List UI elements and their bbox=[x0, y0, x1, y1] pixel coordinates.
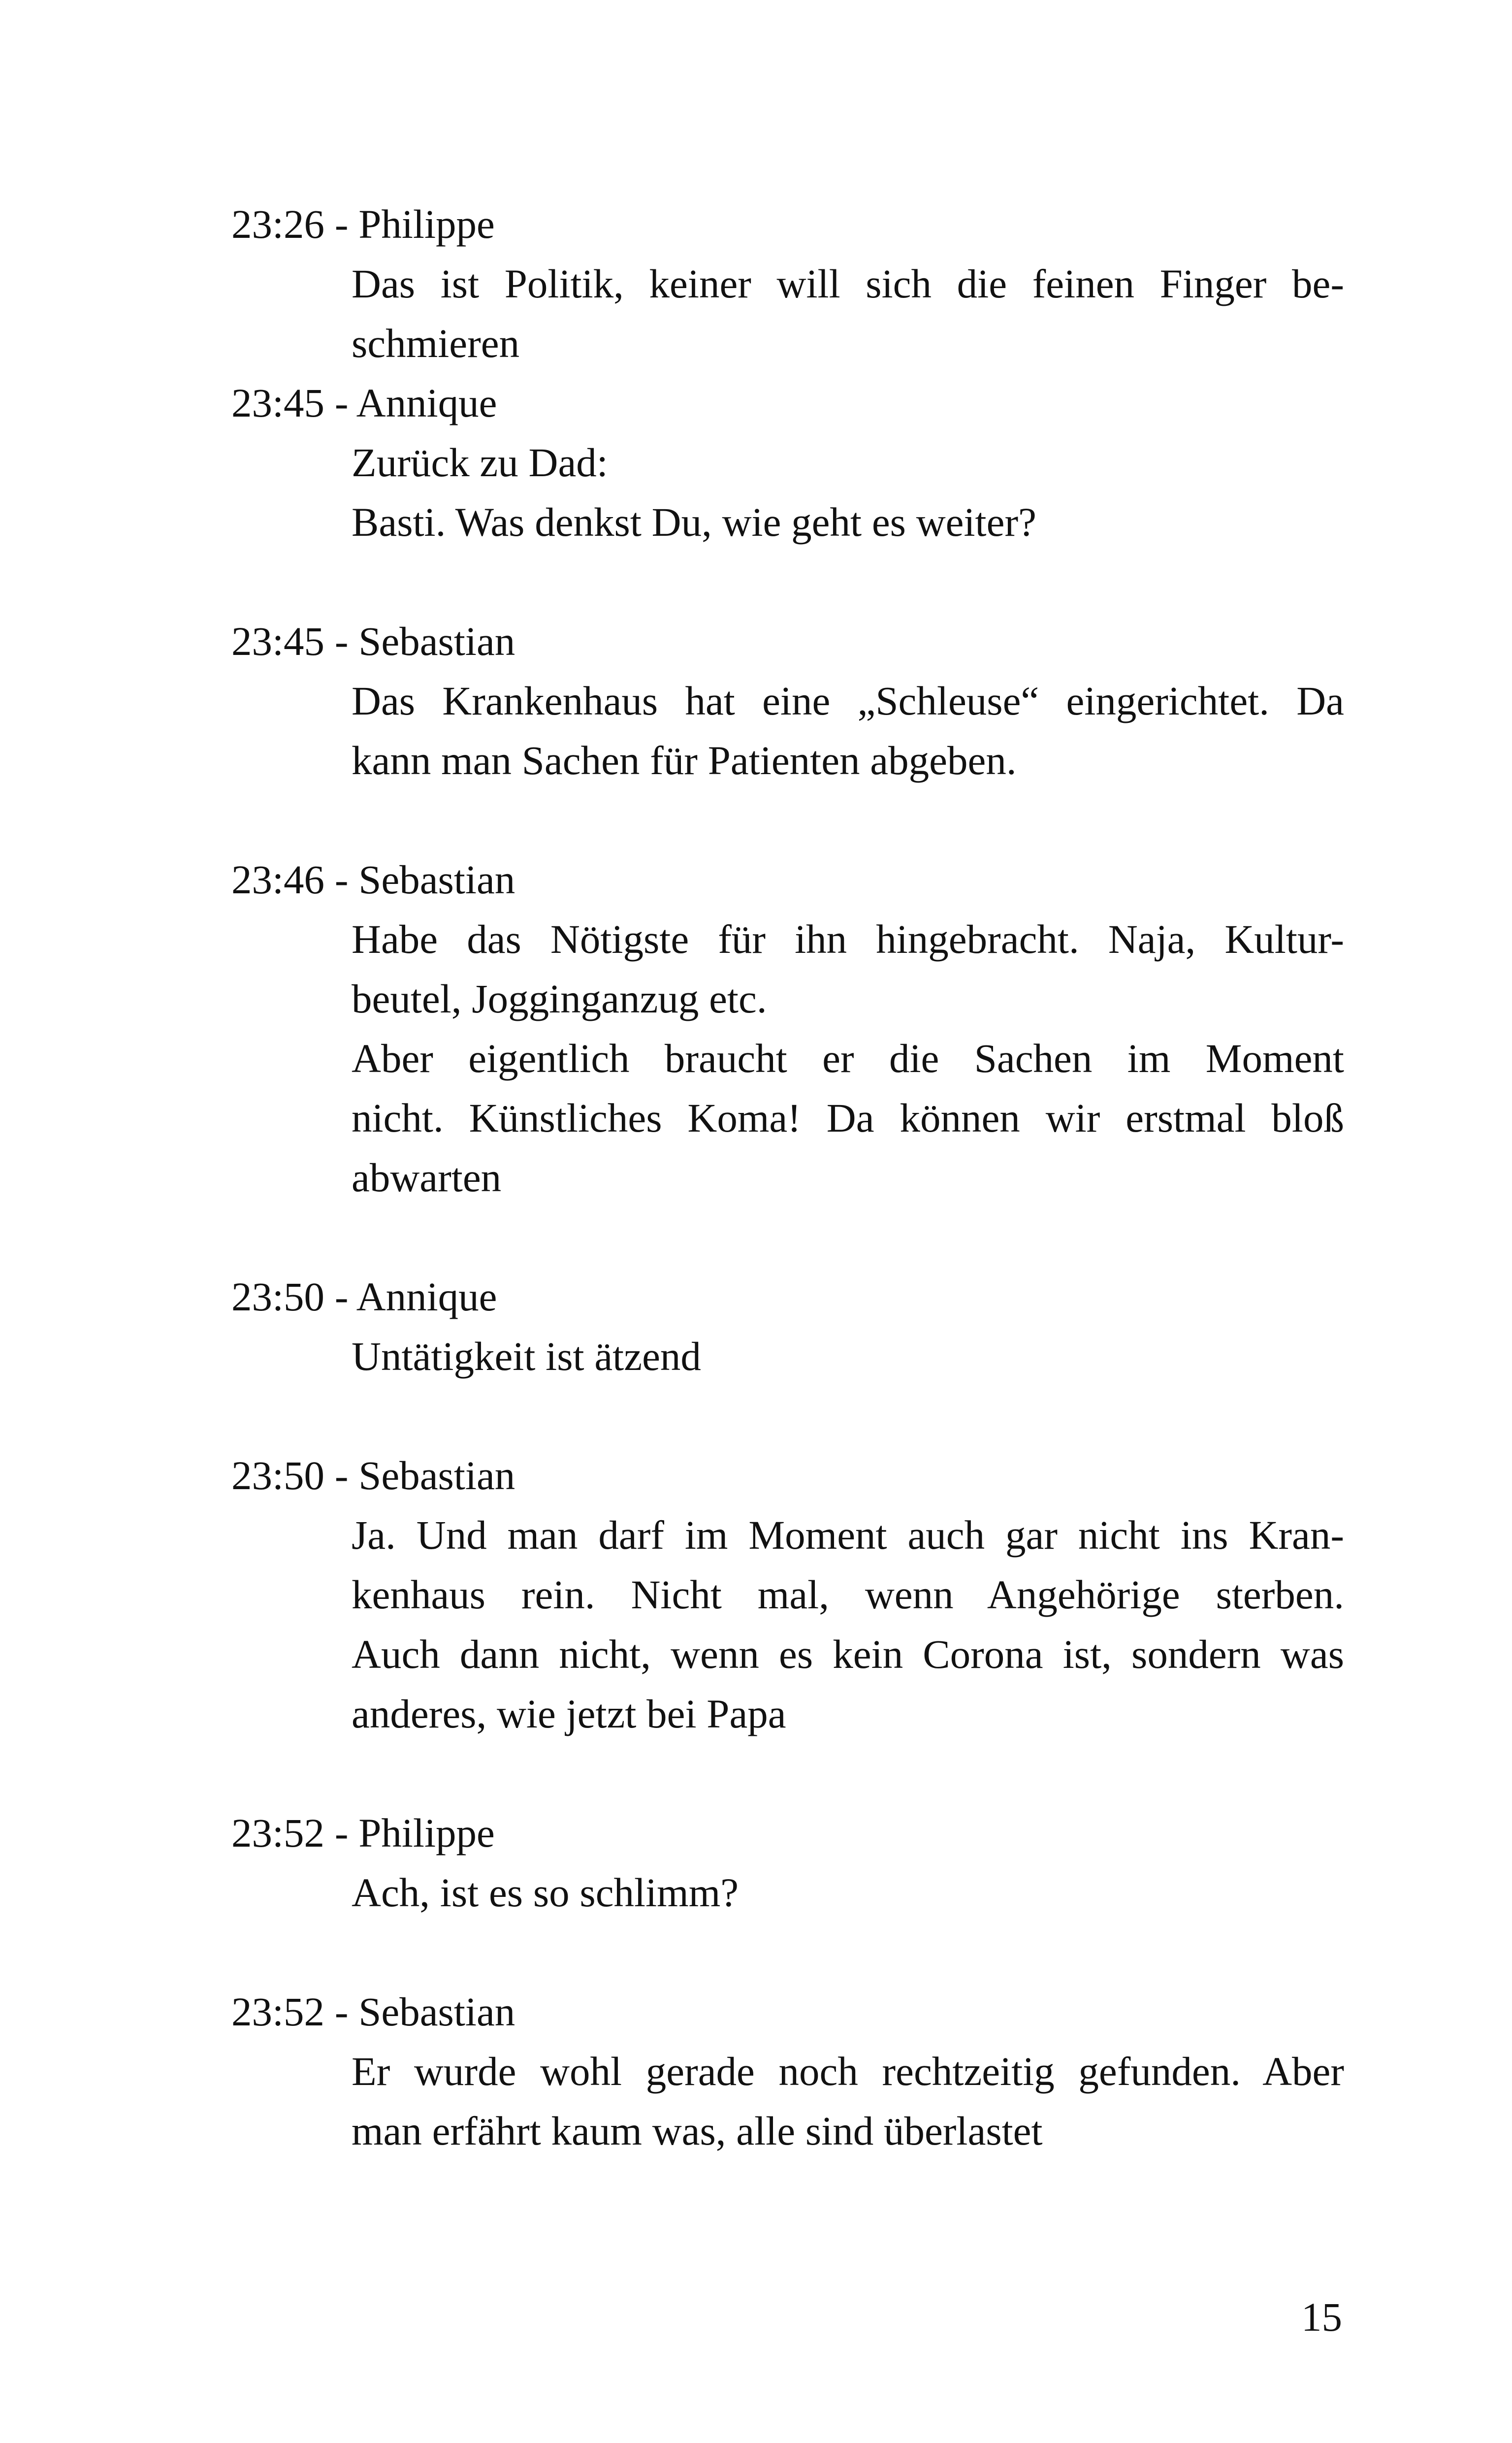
chat-entry bbox=[231, 373, 1344, 552]
message-line: nicht. Künstliches Koma! Da können wir erstmal bloß bbox=[352, 1095, 1344, 1140]
entry-time: 23:50 bbox=[231, 1274, 325, 1319]
entry-header: 23:52 - Sebastian bbox=[231, 1989, 515, 2034]
chat-entry bbox=[231, 1982, 1344, 2161]
entry-header: 23:45 - Sebastian bbox=[231, 619, 515, 664]
entry-author: Sebastian bbox=[358, 857, 515, 902]
chat-entry bbox=[231, 850, 1344, 1207]
message-line: anderes, wie jetzt bei Papa bbox=[352, 1691, 786, 1736]
entry-message bbox=[352, 2042, 1344, 2161]
entry-author: Philippe bbox=[358, 201, 495, 247]
entry-header: 23:26 - Philippe bbox=[231, 201, 495, 247]
chat-entry bbox=[231, 1267, 1344, 1386]
message-line: Aber eigentlich braucht er die Sachen im Moment bbox=[352, 1036, 1344, 1081]
entry-author: Annique bbox=[356, 380, 497, 425]
entry-message bbox=[352, 910, 1344, 1207]
message-line: Basti. Was denkst Du, wie geht es weiter? bbox=[352, 499, 1036, 545]
message-line: Zurück zu Dad: bbox=[352, 440, 608, 485]
entry-author: Philippe bbox=[358, 1810, 495, 1856]
entry-time: 23:26 bbox=[231, 201, 325, 247]
message-line: Ach, ist es so schlimm? bbox=[352, 1870, 739, 1915]
chat-entry bbox=[231, 612, 1344, 790]
entry-author: Sebastian bbox=[358, 619, 515, 664]
message-line: beutel, Jogginganzug etc. bbox=[352, 976, 767, 1021]
entry-time: 23:52 bbox=[231, 1989, 325, 2034]
message-line: Ja. Und man darf im Moment auch gar nicht ins Kran- bbox=[352, 1512, 1344, 1558]
entry-author: Annique bbox=[356, 1274, 497, 1319]
entry-author: Sebastian bbox=[358, 1989, 515, 2034]
chat-transcript bbox=[231, 195, 1344, 2161]
chat-entry bbox=[231, 1446, 1344, 1744]
entry-time: 23:46 bbox=[231, 857, 325, 902]
entry-header: 23:46 - Sebastian bbox=[231, 857, 515, 902]
entry-message bbox=[352, 1863, 1344, 1922]
entry-header: 23:50 - Sebastian bbox=[231, 1453, 515, 1498]
entry-time: 23:45 bbox=[231, 380, 325, 425]
entry-time: 23:50 bbox=[231, 1453, 325, 1498]
message-line: schmieren bbox=[352, 321, 520, 366]
message-line: Untätigkeit ist ätzend bbox=[352, 1334, 701, 1379]
entry-header: 23:50 - Annique bbox=[231, 1274, 497, 1319]
message-line: Das ist Politik, keiner will sich die feinen Finger be- bbox=[352, 261, 1344, 306]
message-line: Er wurde wohl gerade noch rechtzeitig gefunden. Aber bbox=[352, 2049, 1344, 2094]
message-line: Habe das Nötigste für ihn hingebracht. Naja, Kultur- bbox=[352, 916, 1344, 962]
entry-message bbox=[352, 671, 1344, 790]
message-line: kenhaus rein. Nicht mal, wenn Angehörige sterben. bbox=[352, 1572, 1344, 1617]
message-line: kann man Sachen für Patienten abgeben. bbox=[352, 738, 1017, 783]
entry-message bbox=[352, 254, 1344, 373]
chat-entry bbox=[231, 195, 1344, 373]
chat-entry bbox=[231, 1803, 1344, 1922]
message-line: abwarten bbox=[352, 1155, 502, 1200]
message-line: Auch dann nicht, wenn es kein Corona ist, sondern was bbox=[352, 1631, 1344, 1677]
page-number: 15 bbox=[1301, 2294, 1342, 2340]
entry-author: Sebastian bbox=[358, 1453, 515, 1498]
entry-message bbox=[352, 1505, 1344, 1744]
message-line: Das Krankenhaus hat eine „Schleuse“ eingerichtet. Da bbox=[352, 678, 1344, 723]
entry-message bbox=[352, 433, 1344, 552]
entry-message bbox=[352, 1327, 1344, 1386]
entry-header: 23:52 - Philippe bbox=[231, 1810, 495, 1856]
message-line: man erfährt kaum was, alle sind überlastet bbox=[352, 2108, 1043, 2153]
entry-header: 23:45 - Annique bbox=[231, 380, 497, 425]
entry-time: 23:45 bbox=[231, 619, 325, 664]
entry-time: 23:52 bbox=[231, 1810, 325, 1856]
